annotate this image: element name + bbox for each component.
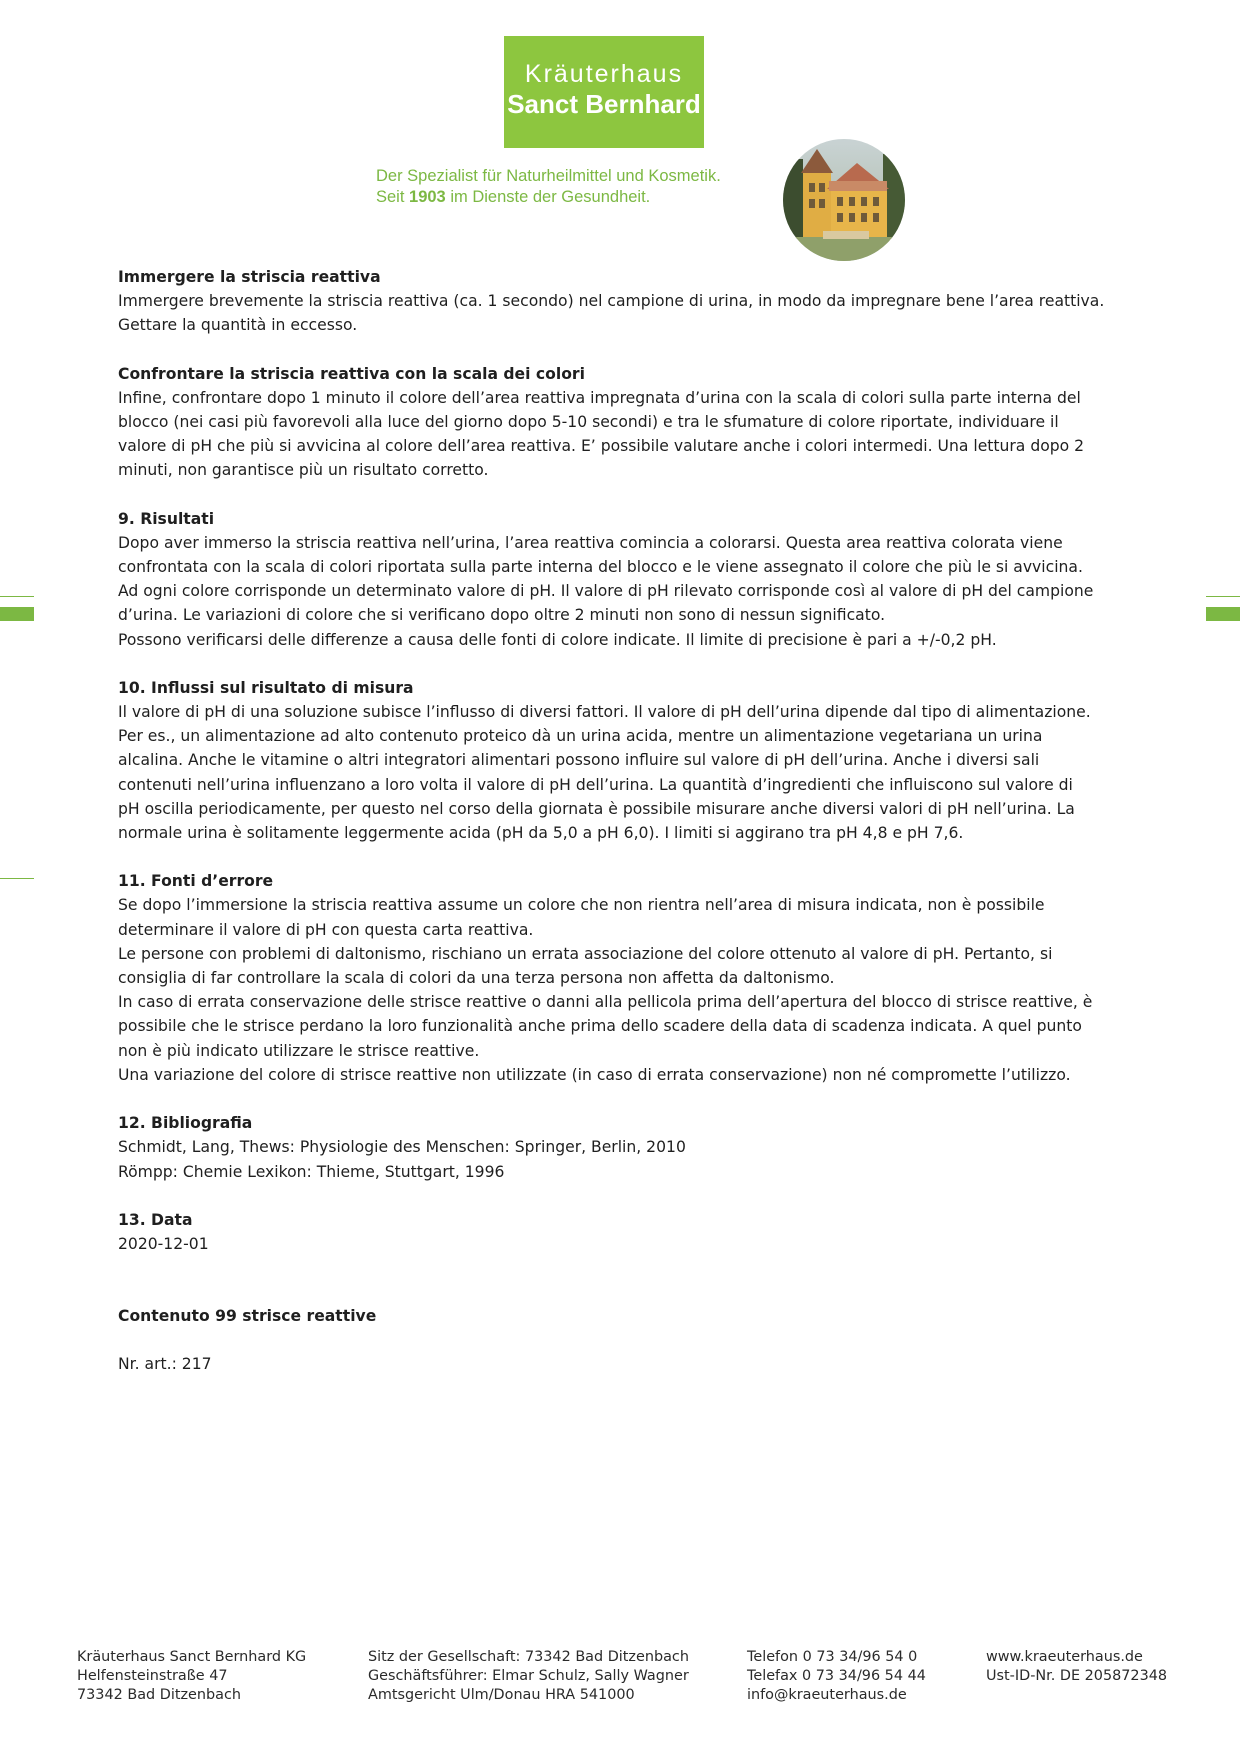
section-line: non è più indicato utilizzare le strisce reattive. bbox=[118, 1041, 480, 1060]
section-line: normale urina è solitamente leggermente acida (pH da 5,0 a pH 6,0). I limiti si aggirano tra pH 4,8 e pH 7,6. bbox=[118, 824, 964, 843]
logo-line-sanct-bernhard: Sanct Bernhard bbox=[507, 89, 701, 119]
section-title: 9. Risultati bbox=[118, 509, 215, 528]
section-line: Se dopo l’immersione la striscia reattiva assume un colore che non rientra nell’area di misura indicata, non è possibile bbox=[118, 896, 1045, 915]
section-immergere bbox=[118, 265, 1138, 338]
section-line: In caso di errata conservazione delle strisce reattive o danni alla pellicola prima dell’apertura del blocco di strisce reattive, è bbox=[118, 993, 1093, 1012]
footer-line: Geschäftsführer: Elmar Schulz, Sally Wagner bbox=[368, 1668, 689, 1684]
section-line: Dopo aver immerso la striscia reattiva nell’urina, l’area reattiva comincia a colorarsi. Questa area reattiva colorata viene bbox=[118, 533, 1063, 552]
section-line: Immergere brevemente la striscia reattiva (ca. 1 secondo) nel campione di urina, in modo da impregnare bene l’area reattiva. bbox=[118, 292, 1105, 311]
section-line: Infine, confrontare dopo 1 minuto il colore dell’area reattiva impregnata d’urina con la scala di colori sulla parte interna del bbox=[118, 388, 1081, 407]
left-punch-mark bbox=[0, 878, 34, 879]
tagline-year: 1903 bbox=[409, 188, 446, 206]
section-contenuto bbox=[118, 1304, 1138, 1328]
section-line: Ad ogni colore corrisponde un determinato valore di pH. Il valore di pH rilevato corrisponde così al valore di pH del campione bbox=[118, 582, 1094, 601]
section-influssi bbox=[118, 676, 1138, 845]
section-line: consiglia di far controllare la scala di colori da una terza persona non affetta da daltonismo. bbox=[118, 969, 835, 988]
footer-line: Helfensteinstraße 47 bbox=[77, 1668, 228, 1684]
section-line: Gettare la quantità in eccesso. bbox=[118, 316, 358, 335]
section-line: Per es., un alimentazione ad alto contenuto proteico dà un urina acida, mentre un alimentazione vegetariana un urina bbox=[118, 727, 1043, 746]
tagline-line-2 bbox=[376, 187, 796, 208]
section-line: Le persone con problemi di daltonismo, rischiano un errata associazione del colore ottenuto al valore di pH. Pertanto, si bbox=[118, 944, 1053, 963]
footer-email[interactable]: info@kraeuterhaus.de bbox=[747, 1687, 907, 1703]
footer-legal bbox=[368, 1648, 689, 1705]
section-title: Confrontare la striscia reattiva con la scala dei colori bbox=[118, 364, 585, 383]
logo-line-kraeuterhaus: Kräuterhaus bbox=[524, 60, 684, 88]
section-line: blocco (nei casi più favorevoli alla luce del giorno dopo 5-10 secondi) e tra le sfumature di colore riportate, individuare il bbox=[118, 413, 1059, 432]
section-title: 13. Data bbox=[118, 1210, 193, 1229]
right-fold-mark-line bbox=[1206, 596, 1240, 597]
footer-line: Sitz der Gesellschaft: 73342 Bad Ditzenbach bbox=[368, 1649, 689, 1665]
section-line: d’urina. Le variazioni di colore che si verificano dopo oltre 2 minuti non sono di nessun significato. bbox=[118, 606, 886, 625]
footer-line: Amtsgericht Ulm/Donau HRA 541000 bbox=[368, 1687, 635, 1703]
footer-line: 73342 Bad Ditzenbach bbox=[77, 1687, 241, 1703]
footer-web bbox=[986, 1648, 1167, 1686]
building-photo-icon bbox=[783, 139, 905, 261]
section-line: Possono verificarsi delle differenze a causa delle fonti di colore indicate. Il limite di precisione è pari a +/-0,2 pH. bbox=[118, 630, 997, 649]
footer-line: Telefon 0 73 34/96 54 0 bbox=[747, 1649, 918, 1665]
section-line: alcalina. Anche le vitamine o altri integratori alimentari possono influire sul valore di pH dell’urina. Anche i diversi sali bbox=[118, 751, 1040, 770]
section-line: minuti, non garantisce più un risultato corretto. bbox=[118, 461, 489, 480]
right-fold-mark bbox=[1206, 607, 1240, 621]
left-fold-mark-line bbox=[0, 596, 34, 597]
footer-line: Kräuterhaus Sanct Bernhard KG bbox=[77, 1649, 307, 1665]
section-confrontare bbox=[118, 362, 1138, 483]
section-fonti-errore bbox=[118, 869, 1138, 1087]
section-data bbox=[118, 1208, 1138, 1256]
section-line: Il valore di pH di una soluzione subisce l’influsso di diversi fattori. Il valore di pH dell’urina dipende dal tipo di alimentazione. bbox=[118, 703, 1091, 722]
building-photo bbox=[783, 139, 905, 261]
section-line: determinare il valore di pH con questa carta reattiva. bbox=[118, 920, 534, 939]
section-line: confrontata con la scala di colori riportata sulla parte interna del blocco e le viene assegnato il colore che più le si avvicina. bbox=[118, 558, 1083, 577]
section-title: 12. Bibliografia bbox=[118, 1114, 253, 1133]
tagline-pre: Seit bbox=[376, 188, 410, 206]
section-risultati bbox=[118, 507, 1138, 652]
section-line: Una variazione del colore di strisce reattive non utilizzate (in caso di errata conservazione) non né compromette l’utilizzo. bbox=[118, 1065, 1071, 1084]
footer-contact bbox=[747, 1648, 926, 1705]
tagline-line-1: Der Spezialist für Naturheilmittel und Kosmetik. bbox=[376, 167, 721, 185]
section-line: pH oscilla periodicamente, per questo nel corso della giornata è possibile misurare anche diversi valori di pH nell’urina. La bbox=[118, 799, 1075, 818]
footer-line: Ust-ID-Nr. DE 205872348 bbox=[986, 1668, 1168, 1684]
tagline-post: im Dienste der Gesundheit. bbox=[445, 188, 651, 206]
section-line: valore di pH che più si avvicina al colore dell’area reattiva. E’ possibile valutare anche i colori intermedi. Una lettura dopo 2 bbox=[118, 437, 1085, 456]
brand-tagline bbox=[376, 166, 796, 208]
footer-website-link[interactable]: www.kraeuterhaus.de bbox=[986, 1649, 1143, 1665]
section-line: Schmidt, Lang, Thews: Physiologie des Menschen: Springer, Berlin, 2010 bbox=[118, 1138, 686, 1157]
document-body bbox=[118, 265, 1138, 1401]
section-bibliografia bbox=[118, 1111, 1138, 1184]
section-line: contenuti nell’urina influenzano a loro volta il valore di pH dell’urina. La quantità d’ingredienti che influiscono sul valore di bbox=[118, 775, 1073, 794]
section-title: 10. Influssi sul risultato di misura bbox=[118, 678, 414, 697]
section-line: possibile che le strisce perdano la loro funzionalità anche prima dello scadere della data di scadenza indicata. A quel punto bbox=[118, 1017, 1082, 1036]
section-title: Immergere la striscia reattiva bbox=[118, 268, 381, 286]
footer-company bbox=[77, 1648, 306, 1705]
section-line: Römpp: Chemie Lexikon: Thieme, Stuttgart, 1996 bbox=[118, 1162, 505, 1181]
section-line: 2020-12-01 bbox=[118, 1234, 209, 1253]
brand-logo bbox=[504, 36, 704, 148]
contents-title: Contenuto 99 strisce reattive bbox=[118, 1307, 377, 1326]
section-title: 11. Fonti d’errore bbox=[118, 872, 274, 891]
footer-line: Telefax 0 73 34/96 54 44 bbox=[747, 1668, 926, 1684]
section-article-number bbox=[118, 1352, 1138, 1376]
article-number: Nr. art.: 217 bbox=[118, 1355, 212, 1374]
left-fold-mark bbox=[0, 607, 34, 621]
